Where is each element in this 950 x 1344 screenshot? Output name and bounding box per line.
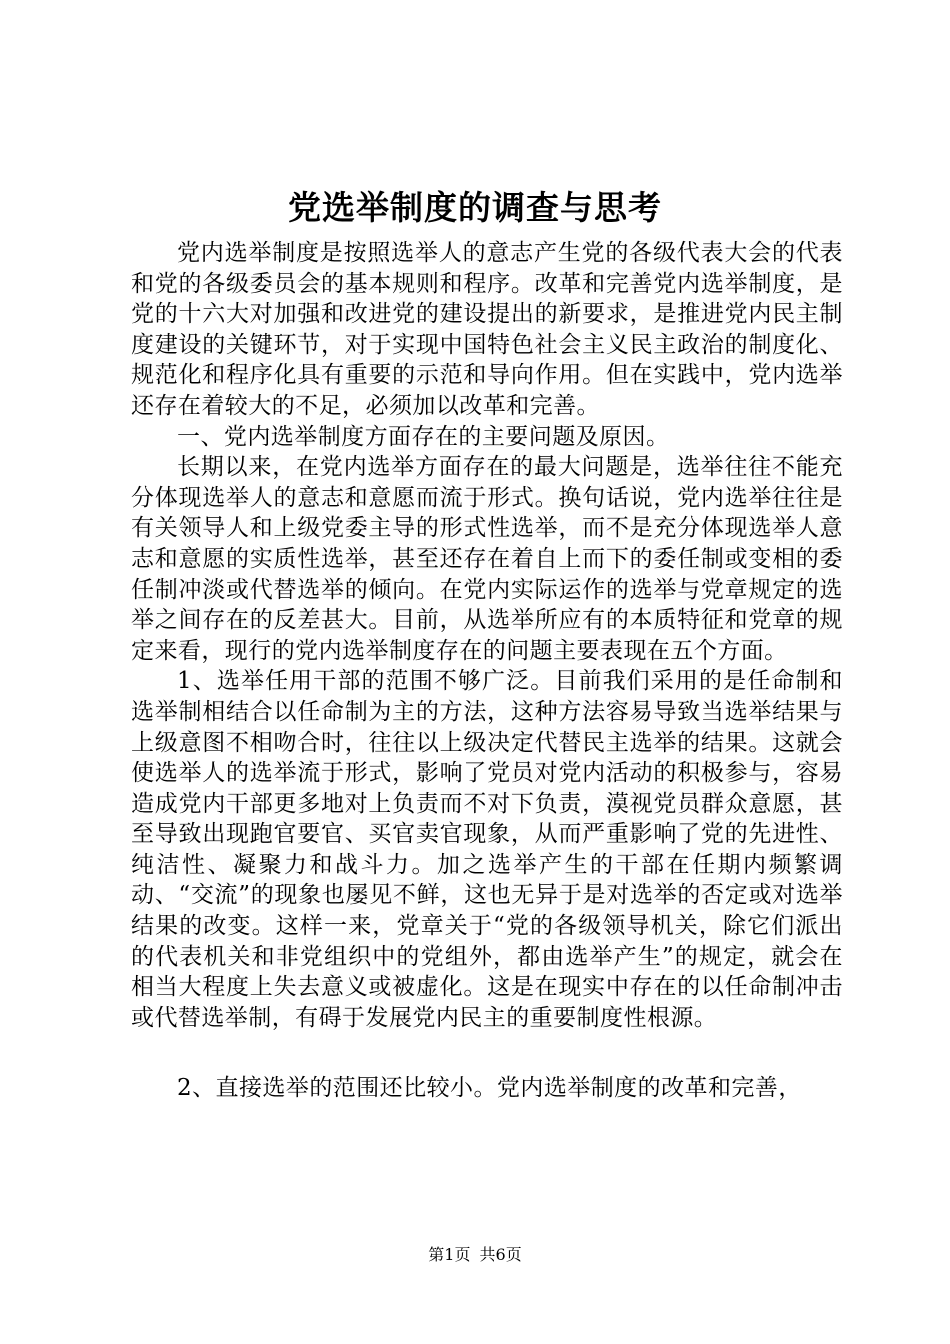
document-title: 党选举制度的调查与思考 [288, 188, 662, 227]
paragraph-intro: 党内选举制度是按照选举人的意志产生党的各级代表大会的代表和党的各级委员会的基本规则和程序。改革和完善党内选举制度，是党的十六大对加强和改进党的建设提出的新要求，是推进党内民主制度建设的关键环节，对于实现中国特色社会主义民主政治的制度化、规范化和程序化具有重要的示范和导向作用。但在实践中，党内选举还存在着较大的不足，必须加以改革和完善。 [131, 240, 843, 419]
paragraph-point-2: 2、直接选举的范围还比较小。党内选举制度的改革和完善， [177, 1075, 802, 1102]
page-number: 第1页 [428, 1245, 471, 1264]
document-body [131, 238, 843, 1104]
page-total: 共6页 [479, 1245, 522, 1264]
paragraph-main-problem: 长期以来，在党内选举方面存在的最大问题是，选举往往不能充分体现选举人的意志和意愿而流于形式。换句话说，党内选举往往是有关领导人和上级党委主导的形式性选举，而不是充分体现选举人意志和意愿的实质性选举，甚至还存在着自上而下的委任制或变相的委任制冲淡或代替选举的倾向。在党内实际运作的选举与党章规定的选举之间存在的反差甚大。目前，从选举所应有的本质特征和党章的规定来看，现行的党内选举制度存在的问题主要表现在五个方面。 [131, 454, 843, 664]
paragraph-point-1: 1、选举任用干部的范围不够广泛。目前我们采用的是任命制和选举制相结合以任命制为主的方法，这种方法容易导致当选举结果与上级意图不相吻合时，往往以上级决定代替民主选举的结果。这就会使选举人的选举流于形式，影响了党员对党内活动的积极参与，容易造成党内干部更多地对上负责而不对下负责，漠视党员群众意愿，甚至导致出现跑官要官、买官卖官现象，从而严重影响了党的先进性、纯洁性、凝聚力和战斗力。加之选举产生的干部在任期内频繁调动、“交流”的现象也屡见不鲜，这也无异于是对选举的否定或对选举结果的改变。这样一来，党章关于“党的各级领导机关，除它们派出的代表机关和非党组织中的党组外，都由选举产生”的规定，就会在相当大程度上失去意义或被虚化。这是在现实中存在的以任命制冲击或代替选举制，有碍于发展党内民主的重要制度性根源。 [131, 668, 843, 1031]
page-footer [0, 1244, 950, 1266]
section-heading-1: 一、党内选举制度方面存在的主要问题及原因。 [177, 423, 670, 450]
